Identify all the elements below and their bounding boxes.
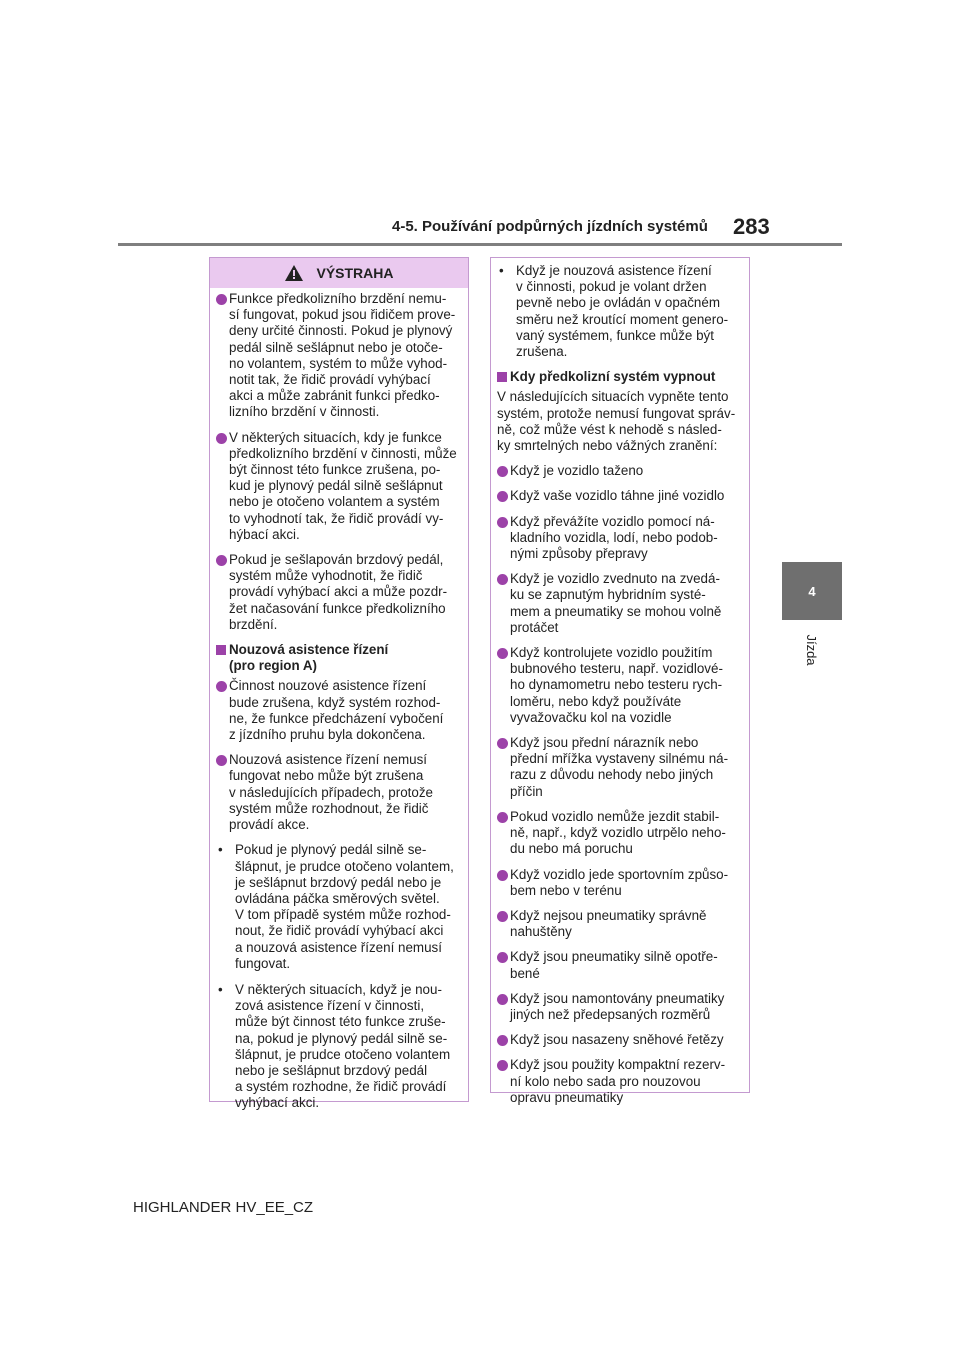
chapter-tab (782, 562, 842, 620)
text-line: provádí vyhýbací akci a může pozdr- (229, 584, 448, 600)
section-square-icon (216, 645, 226, 655)
text-line: Když vozidlo jede sportovním způso- (510, 866, 729, 882)
text-line: Když jsou přední nárazník nebo (510, 735, 699, 751)
bullet-dot-icon (497, 517, 508, 528)
text-line: žet načasování funkce předkolizního (229, 600, 446, 616)
text-line: kud je plynový pedál silně sešlápnut (229, 478, 443, 494)
text-line: ku se zapnutým hybridním systé- (510, 587, 706, 603)
bullet-dot-icon (497, 648, 508, 659)
chapter-label: Jízda (804, 634, 820, 666)
bullet-item (497, 571, 744, 636)
text-line: na, pokud je plynový pedál silně se- (235, 1030, 448, 1046)
text-line: Funkce předkolizního brzdění nemu- (229, 291, 447, 306)
text-line: lizního brzdění v činnosti. (229, 404, 380, 420)
text-line: V následujících situacích vypněte tento (497, 389, 729, 405)
text-line: pedál silně sešlápnut nebo je otoče- (229, 339, 443, 355)
intro-paragraph (497, 389, 744, 454)
text-line: systém může rozhodnout, že řidič (229, 800, 429, 816)
text-line: je sešlápnut brzdový pedál nebo je (235, 874, 442, 890)
right-body (491, 258, 749, 1106)
text-line: razu z důvodu nehody nebo jiných (510, 767, 714, 783)
text-line: Když jsou použity kompaktní rezerv- (510, 1057, 726, 1073)
bullet-dot-icon (497, 1035, 508, 1046)
section-heading (216, 642, 463, 674)
sub-bullet-item (497, 263, 744, 360)
bullet-dot-icon (497, 1060, 508, 1071)
small-bullet-icon: • (218, 842, 223, 858)
text-line: přední mřížka vystaveny silnému ná- (510, 751, 729, 767)
text-line: Pokud je plynový pedál silně se- (235, 842, 427, 858)
bullet-item (497, 991, 744, 1023)
text-line: protáčet (510, 619, 559, 635)
text-line: V některých situacích, když je nou- (235, 981, 442, 997)
text-line: Kdy předkolizní systém vypnout (510, 369, 716, 385)
text-line: šlápnut, je prudce otočeno volantem (235, 1046, 451, 1062)
bullet-item (497, 1032, 744, 1048)
text-line: Když je vozidlo taženo (510, 463, 644, 479)
text-line: sí fungovat, pokud jsou řidičem prove- (229, 307, 456, 323)
text-line: kladního vozidla, lodí, nebo podob- (510, 529, 718, 545)
warning-title: VÝSTRAHA (316, 264, 394, 281)
bullet-dot-icon (497, 738, 508, 749)
right-column-box (490, 257, 750, 1105)
text-line: Když je nouzová asistence řízení (516, 263, 712, 278)
bullet-item (216, 678, 463, 743)
text-line: směru než kroutící moment genero- (516, 311, 729, 327)
text-line: vyvažovačku kol na vozidle (510, 709, 672, 725)
text-line: zrušena. (516, 344, 568, 360)
text-line: ho dynamometru nebo testeru rych- (510, 677, 723, 693)
text-line: Činnost nouzové asistence řízení (229, 678, 427, 694)
text-line: fungovat nebo může být zrušena (229, 768, 424, 784)
bullet-dot-icon (216, 294, 227, 305)
bullet-item (216, 430, 463, 543)
section-square-icon (497, 372, 507, 382)
bullet-item (216, 291, 463, 421)
bullet-dot-icon (216, 433, 227, 444)
text-line: ní kolo nebo sada pro nouzovou (510, 1073, 701, 1089)
chapter-number: 4 (808, 583, 816, 599)
text-line: no volantem, systém to může vyhod- (229, 355, 448, 371)
warning-header (210, 258, 468, 288)
bullet-item (497, 488, 744, 504)
text-line: Nouzová asistence řízení (229, 642, 389, 658)
text-line: Když nejsou pneumatiky správně (510, 907, 707, 923)
text-line: to vyhodnotí tak, že řidič provádí vy- (229, 510, 444, 526)
warning-body (210, 288, 468, 1112)
text-line: příčin (510, 783, 543, 799)
bullet-dot-icon (216, 755, 227, 766)
text-line: pevně nebo je ovládán v opačném (516, 295, 720, 311)
section-title: 4-5. Používání podpůrných jízdních systémů (392, 218, 708, 235)
text-line: fungovat. (235, 955, 291, 971)
text-line: V některých situacích, kdy je funkce (229, 429, 442, 445)
text-line: loměru, nebo když používáte (510, 693, 682, 709)
text-line: hýbací akci. (229, 526, 300, 542)
text-line: zová asistence řízení v činnosti, (235, 998, 425, 1014)
text-line: ne, že funkce předcházení vybočení (229, 710, 444, 726)
bullet-item (497, 514, 744, 563)
text-line: ně, např., když vozidlo utrpělo neho- (510, 825, 726, 841)
bullet-dot-icon (216, 555, 227, 566)
bullet-item (497, 908, 744, 940)
warning-triangle-icon (284, 264, 304, 282)
text-line: Pokud je sešlapován brzdový pedál, (229, 552, 444, 568)
text-line: a systém rozhodne, že řidič provádí (235, 1079, 447, 1095)
text-line: Když je vozidlo zvednuto na zvedá- (510, 571, 720, 587)
text-line: Když vaše vozidlo táhne jiné vozidlo (510, 488, 725, 504)
page-number: 283 (733, 214, 770, 239)
text-line: notit tak, že řidič provádí vyhýbací (229, 372, 431, 388)
text-line: systém, protože nemusí fungovat správ- (497, 405, 736, 421)
text-line: bubnového testeru, např. vozidlové- (510, 661, 723, 677)
section-heading (497, 369, 744, 385)
text-line: ovládána páčka směrových světel. (235, 890, 440, 906)
text-line: v činnosti, pokud je volant držen (516, 279, 707, 295)
text-line: bem nebo v terénu (510, 882, 622, 898)
text-line: bude zrušena, když systém rozhod- (229, 694, 441, 710)
bullet-item (497, 1057, 744, 1106)
text-line: být činnost této funkce zrušena, po- (229, 462, 441, 478)
text-line: šlápnut, je prudce otočeno volantem, (235, 858, 454, 874)
text-line: jiných než předepsaných rozměrů (510, 1006, 711, 1022)
text-line: V tom případě systém může rozhod- (235, 907, 451, 923)
text-line: nými způsoby přepravy (510, 546, 648, 562)
small-bullet-icon: • (218, 981, 223, 997)
text-line: du nebo má poruchu (510, 841, 633, 857)
text-line: vyhýbací akci. (235, 1095, 320, 1111)
bullet-dot-icon (497, 911, 508, 922)
bullet-dot-icon (497, 870, 508, 881)
bullet-dot-icon (497, 952, 508, 963)
footer-model-code: HIGHLANDER HV_EE_CZ (133, 1199, 314, 1216)
text-line: z jízdního pruhu byla dokončena. (229, 727, 426, 743)
sub-bullet-item (216, 982, 463, 1112)
small-bullet-icon: • (499, 263, 504, 278)
text-line: Když jsou namontovány pneumatiky (510, 990, 725, 1006)
bullet-dot-icon (497, 491, 508, 502)
header-rule (118, 243, 842, 246)
text-line: bené (510, 965, 540, 981)
text-line: ky smrtelných nebo vážných zranění: (497, 438, 718, 454)
bullet-item (497, 735, 744, 800)
text-line: Pokud vozidlo nemůže jezdit stabil- (510, 808, 720, 824)
bullet-item (497, 463, 744, 479)
bullet-dot-icon (216, 681, 227, 692)
bullet-dot-icon (497, 994, 508, 1005)
text-line: předkolizního brzdění v činnosti, může (229, 445, 457, 461)
text-line: provádí akce. (229, 817, 310, 833)
warning-box (209, 257, 469, 1111)
text-line: nebo je otočeno volantem a systém (229, 494, 440, 510)
bullet-item (216, 552, 463, 633)
text-line: Když kontrolujete vozidlo použitím (510, 645, 713, 661)
text-line: nout, že řidič provádí vyhýbací akci (235, 923, 444, 939)
text-line: (pro region A) (229, 658, 318, 674)
text-line: Když jsou pneumatiky silně opotře- (510, 949, 718, 965)
text-line: vaný systémem, funkce může být (516, 327, 714, 343)
bullet-item (216, 752, 463, 833)
text-line: Nouzová asistence řízení nemusí (229, 752, 427, 768)
text-line: nahuštěny (510, 924, 572, 940)
text-line: deny určité činnosti. Pokud je plynový (229, 323, 453, 339)
text-line: ně, což může vést k nehodě s násled- (497, 421, 722, 437)
text-line: Když jsou nasazeny sněhové řetězy (510, 1032, 724, 1048)
text-line: v následujících případech, protože (229, 784, 433, 800)
text-line: brzdění. (229, 616, 278, 632)
text-line: opravu pneumatiky (510, 1089, 624, 1105)
text-line: systém může vyhodnotit, že řidič (229, 568, 423, 584)
text-line: nebo je sešlápnut brzdový pedál (235, 1062, 428, 1078)
sub-bullet-item (216, 842, 463, 972)
text-line: může být činnost této funkce zruše- (235, 1014, 446, 1030)
bullet-item (497, 867, 744, 899)
text-line: mem a pneumatiky se mohou volně (510, 603, 722, 619)
text-line: akci a může zabránit funkci předko- (229, 388, 440, 404)
bullet-item (497, 645, 744, 726)
bullet-dot-icon (497, 466, 508, 477)
bullet-dot-icon (497, 812, 508, 823)
text-line: Když převážíte vozidlo pomocí ná- (510, 513, 715, 529)
bullet-item (497, 809, 744, 858)
bullet-dot-icon (497, 574, 508, 585)
bullet-item (497, 949, 744, 981)
text-line: a nouzová asistence řízení nemusí (235, 939, 442, 955)
